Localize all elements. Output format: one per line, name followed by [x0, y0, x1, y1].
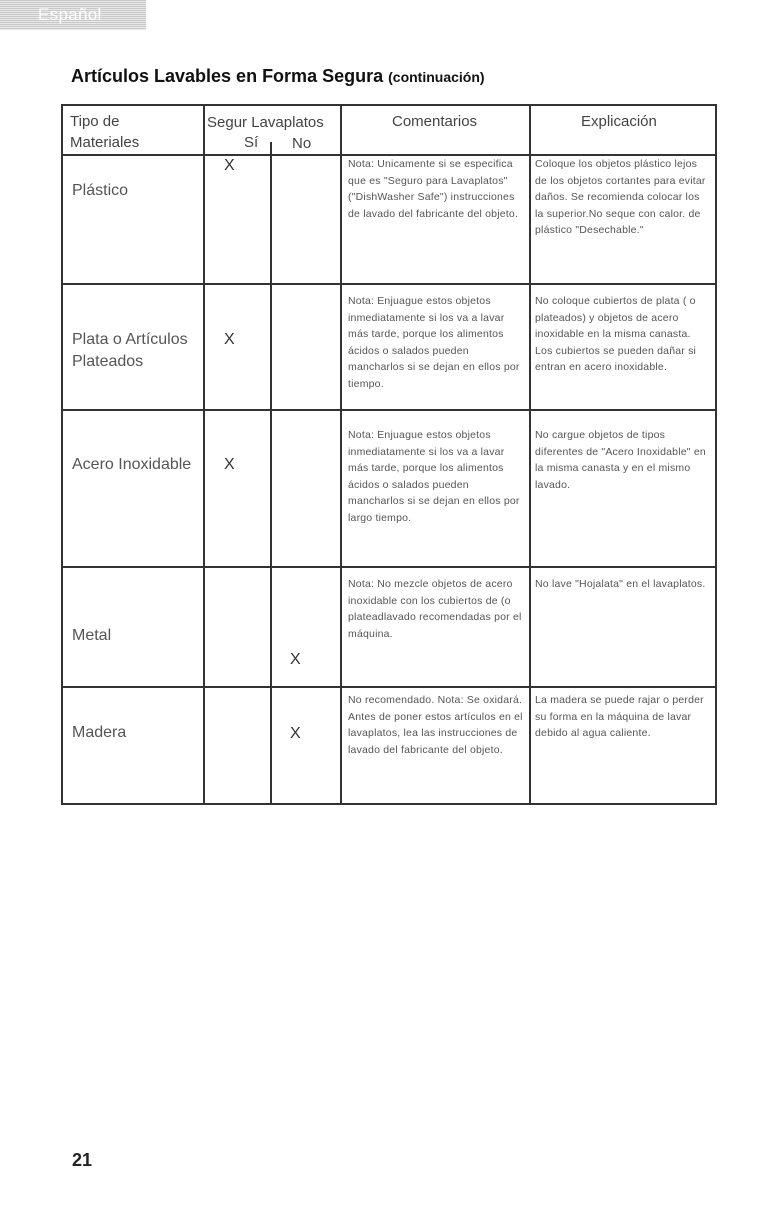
- column-divider: [715, 104, 717, 805]
- row-divider: [61, 283, 716, 285]
- header-tipo-line2: Materiales: [70, 134, 140, 151]
- comentarios-cell: Nota: Enjuague estos objetos inmediatamente si los va a lavar más tarde, porque los alimentos ácidos o salados pueden mancharlos si se dejan en ellos por largo tiempo.: [348, 429, 520, 524]
- column-divider: [529, 104, 531, 805]
- si-mark: X: [224, 157, 235, 174]
- title-main: Artículos Lavables en Forma Segura: [71, 66, 384, 86]
- page-title: [71, 66, 485, 87]
- header-no: No: [292, 135, 312, 152]
- explicacion-cell: No coloque cubiertos de plata ( o plateados) y objetos de acero inoxidable en la misma canasta. Los cubiertos se pueden dañar si entran en acero inoxidable.: [535, 295, 697, 373]
- material-label: Plata o Artículos Plateados: [72, 331, 188, 370]
- header-si: Sí: [244, 134, 259, 151]
- header-comentarios: Comentarios: [392, 113, 478, 130]
- material-label: Metal: [72, 627, 112, 644]
- explicacion-cell: No cargue objetos de tipos diferentes de "Acero Inoxidable" en la misma canasta y en el mismo lavado.: [535, 429, 706, 491]
- comentarios-cell: Nota: Unicamente si se especifica que es "Seguro para Lavaplatos" ("DishWasher Safe") instrucciones de lavado del fabricante del objeto.: [348, 158, 519, 220]
- no-mark: X: [290, 725, 301, 742]
- table-border-top: [61, 104, 716, 106]
- header-explicacion: Explicación: [581, 113, 657, 130]
- explicacion-cell: No lave "Hojalata" en el lavaplatos.: [535, 578, 706, 590]
- page-number: 21: [72, 1150, 93, 1170]
- si-mark: X: [224, 456, 235, 473]
- title-sub: (continuación): [388, 69, 485, 85]
- comentarios-cell: Nota: No mezcle objetos de acero inoxidable con los cubiertos de (o plateadlavado recomendadas por el máquina.: [348, 578, 522, 640]
- no-mark: X: [290, 651, 301, 668]
- column-divider: [340, 104, 342, 805]
- comentarios-cell: No recomendado. Nota: Se oxidará. Antes de poner estos artículos en el lavaplatos, lea las instrucciones de lavado del fabricante del objeto.: [348, 694, 523, 756]
- si-no-divider: [270, 142, 272, 805]
- column-divider: [61, 104, 63, 805]
- header-seguro: Segur Lavaplatos: [207, 114, 324, 131]
- si-mark: X: [224, 331, 235, 348]
- header-tipo: [70, 113, 139, 152]
- table-border-bottom: [61, 803, 716, 805]
- explicacion-cell: La madera se puede rajar o perder su forma en la máquina de lavar debido al agua caliente.: [535, 694, 704, 739]
- row-divider: [61, 409, 716, 411]
- row-divider: [61, 686, 716, 688]
- material-label: Madera: [72, 724, 127, 741]
- comentarios-cell: Nota: Enjuague estos objetos inmediatamente si los va a lavar más tarde, porque los alimentos ácidos o salados pueden mancharlos si se dejan en ellos por tiempo.: [348, 295, 520, 390]
- header-tipo-line1: Tipo de: [70, 113, 120, 130]
- material-label: Plástico: [72, 182, 129, 199]
- language-tab: Español: [0, 0, 146, 30]
- row-divider: [61, 566, 716, 568]
- explicacion-cell: Coloque los objetos plástico lejos de los objetos cortantes para evitar daños. Se recomienda colocar los la superior.No seque con calor. de plástico "Desechable.": [535, 158, 706, 236]
- material-label: Acero Inoxidable: [72, 456, 192, 473]
